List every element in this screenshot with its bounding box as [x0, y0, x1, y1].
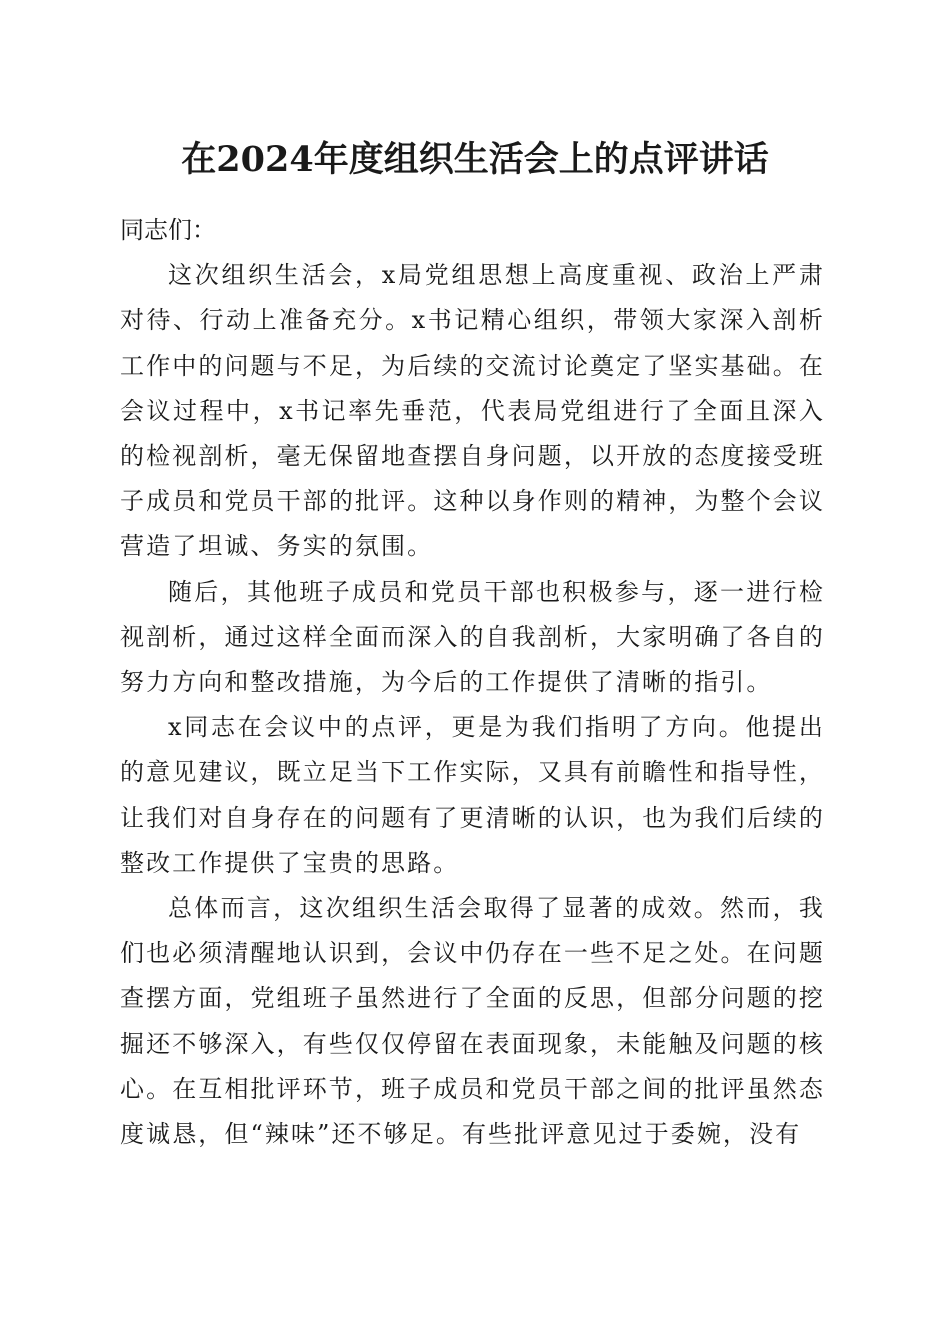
- paragraph: 总体而言，这次组织生活会取得了显著的成效。然而，我们也必须清醒地认识到，会议中仍存在一些不足之处。在问题查摆方面，党组班子虽然进行了全面的反思，但部分问题的挖掘还不够深入，有些仅仅停留在表面现象，未能触及问题的核心。在互相批评环节，班子成员和党员干部之间的批评虽然态度诚恳，但“辣味”还不够足。有些批评意见过于委婉，没有: [120, 894, 825, 1149]
- salutation: 同志们：: [120, 216, 216, 244]
- paragraph: x同志在会议中的点评，更是为我们指明了方向。他提出的意见建议，既立足当下工作实际，又具有前瞻性和指导性，让我们对自身存在的问题有了更清晰的认识，也为我们后续的整改工作提供了宝贵的思路。: [120, 713, 825, 877]
- paragraph: 这次组织生活会，x局党组思想上高度重视、政治上严肃对待、行动上准备充分。x书记精心组织，带领大家深入剖析工作中的问题与不足，为后续的交流讨论奠定了坚实基础。在会议过程中，x书记率先垂范，代表局党组进行了全面且深入的检视剖析，毫无保留地查摆自身问题，以开放的态度接受班子成员和党员干部的批评。这种以身作则的精神，为整个会议营造了坦诚、务实的氛围。: [120, 261, 825, 561]
- document-title: 在2024年度组织生活会上的点评讲话: [181, 139, 769, 180]
- paragraph: 随后，其他班子成员和党员干部也积极参与，逐一进行检视剖析，通过这样全面而深入的自我剖析，大家明确了各自的努力方向和整改措施，为今后的工作提供了清晰的指引。: [120, 577, 825, 697]
- document-body: [120, 208, 825, 1157]
